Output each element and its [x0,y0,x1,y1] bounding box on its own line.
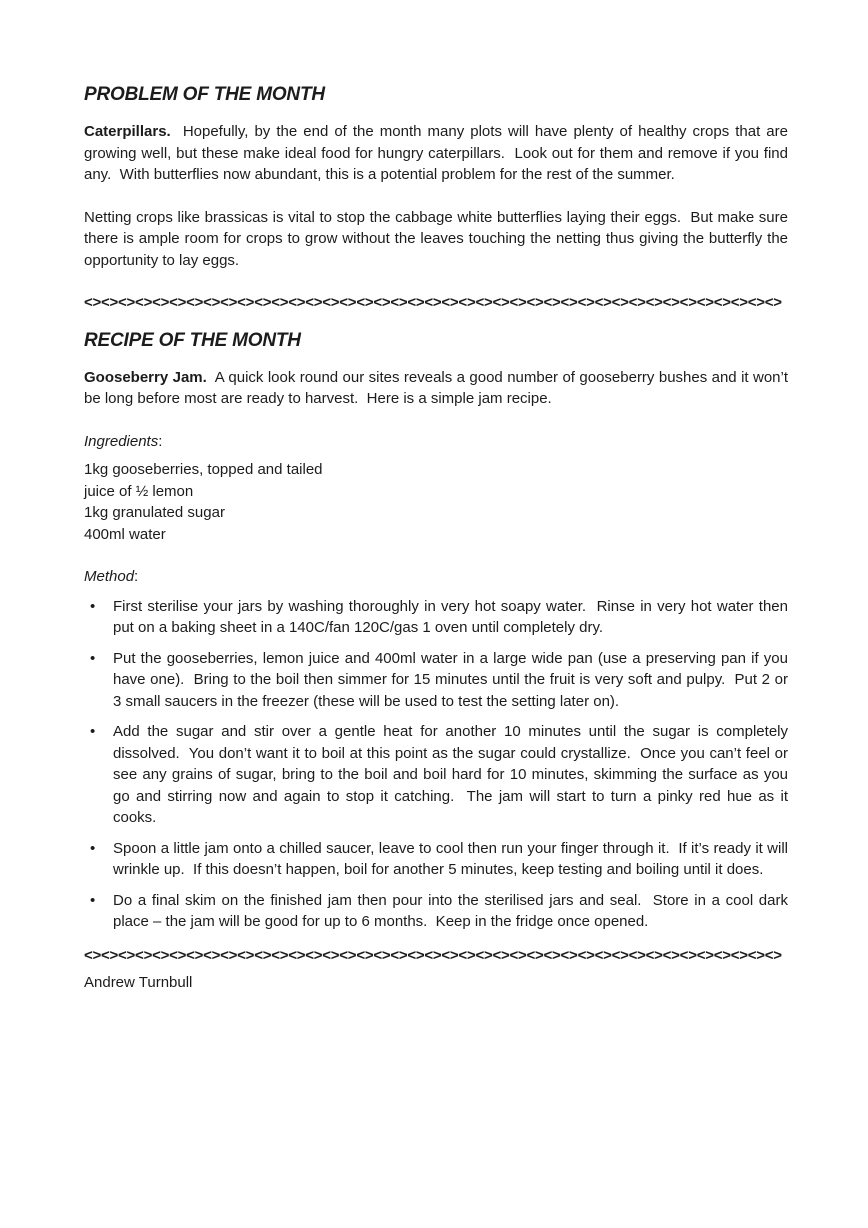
ingredient-line: 400ml water [84,525,166,543]
gooseberry-intro-paragraph [84,367,793,410]
ingredient-line: 1kg granulated sugar [84,504,225,521]
ingredients-label-colon: : [158,432,163,450]
netting-paragraph: Netting crops like brassicas is vital to stop the cabbage white butterflies laying their eggs. But make sure there is ample room for crops to grow without the leaves touching the netting thus giving the butterfly the opportunity to lay eggs. [84,208,793,269]
method-step [84,838,793,881]
problem-section-heading: PROBLEM OF THE MONTH [84,84,325,105]
bullet-icon: • [90,649,96,667]
ingredients-label [84,431,788,453]
recipe-section-heading: RECIPE OF THE MONTH [84,329,301,351]
bullet-icon: • [90,891,96,909]
section-separator: <><><><><><><><><><><><><><><><><><><><><><><><><><><><><><><><><><><><><><><><><> [84,946,782,964]
caterpillars-lead: Caterpillars. [84,123,171,140]
method-step [84,721,793,829]
author-signature: Andrew Turnbull [84,974,193,991]
method-steps-list [84,596,793,933]
method-step-text: Do a final skim on the finished jam then pour into the sterilised jars and seal. Store in a cool dark place – the jam will be good for up to 6 months. Keep in the fridge once opened. [113,891,793,930]
method-label [84,566,788,588]
method-step [84,596,793,639]
bullet-icon: • [90,839,96,857]
method-step-text: First sterilise your jars by washing thoroughly in very hot soapy water. Rinse in very hot water then put on a baking sheet in a 140C/fan 120C/gas 1 oven until completely dry. [113,597,793,636]
caterpillars-body: Hopefully, by the end of the month many plots will have plenty of healthy crops that are growing well, but these make ideal food for hungry caterpillars. Look out for them and remove if you find any. With butterflies now abundant, this is a potential problem for the rest of the summer. [84,123,793,183]
method-step-text: Put the gooseberries, lemon juice and 400ml water in a large wide pan (use a preserving pan if you have one). Bring to the boil then simmer for 15 minutes until the fruit is very soft and pulpy. Put 2 or 3 small saucers in the freezer (these will be used to test the setting later on). [113,649,793,710]
bullet-icon: • [90,597,96,615]
gooseberry-body: A quick look round our sites reveals a good number of gooseberry bushes and it won’t be long before most are ready to harvest. Here is a simple jam recipe. [84,368,793,407]
section-separator: <><><><><><><><><><><><><><><><><><><><><><><><><><><><><><><><><><><><><><><><><> [84,294,782,311]
caterpillars-paragraph [84,121,793,186]
gooseberry-lead: Gooseberry Jam. [84,368,207,386]
method-label-colon: : [134,568,139,585]
bullet-icon: • [90,723,96,740]
method-step [84,890,793,933]
method-step [84,648,793,713]
method-label-text: Method [84,568,135,585]
ingredient-line: juice of ½ lemon [84,482,194,500]
ingredients-list [84,459,788,545]
method-step-text: Spoon a little jam onto a chilled saucer, leave to cool then run your finger through it. If it’s ready it will wrinkle up. If this doesn’t happen, boil for another 5 minutes, keep testing and boiling until it does. [113,839,793,878]
ingredient-line: 1kg gooseberries, topped and tailed [84,461,323,478]
ingredients-label-text: Ingredients [84,432,159,450]
method-step-text: Add the sugar and stir over a gentle heat for another 10 minutes until the sugar is completely dissolved. You don’t want it to boil at this point as the sugar could crystallize. Once you can’t feel or see any grains of sugar, bring to the boil and boil hard for 10 minutes, skimming the surface as you go and stirring now and again to stop it catching. The jam will start to turn a pinky red hue as it cooks. [113,723,793,826]
